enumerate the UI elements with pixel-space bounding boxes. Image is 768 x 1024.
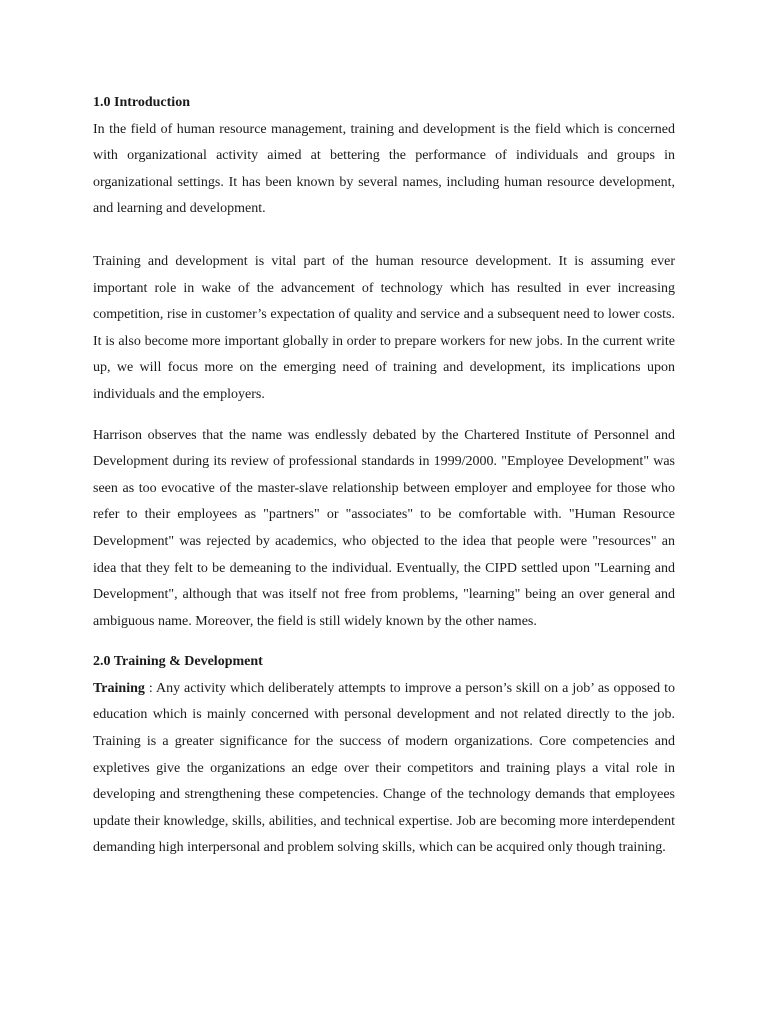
training-paragraph bbox=[93, 676, 675, 862]
training-definition: : Any activity which deliberately attempts to improve a person’s skill on a job’ as opposed to education which is mainly concerned with personal development and not related directly to the job. Training is a greater significance for the success of modern organizations. Core competencies and expletives give the organizations an edge over their competitors and training plays a vital role in developing and strengthening these competencies. Change of the technology demands that employees update their knowledge, skills, abilities, and technical expertise. Job are becoming more interdependent demanding high interpersonal and problem solving skills, which can be acquired only though training. bbox=[93, 680, 675, 856]
section-heading-training-development: 2.0 Training & Development bbox=[93, 654, 263, 670]
intro-paragraph-1: In the field of human resource management, training and development is the field which is concerned with organizational activity aimed at bettering the performance of individuals and groups in organizational settings. It has been known by several names, including human resource development, and learning and development. bbox=[93, 121, 675, 217]
intro-paragraph-2: Training and development is vital part of the human resource development. It is assuming ever important role in wake of the advancement of technology which has resulted in ever increasing competition, rise in customer’s expectation of quality and service and a subsequent need to lower costs. It is also become more important globally in order to prepare workers for new jobs. In the current write up, we will focus more on the emerging need of training and development, its implications upon individuals and the employers. bbox=[93, 253, 675, 402]
section-heading-introduction: 1.0 Introduction bbox=[93, 95, 190, 110]
document-page bbox=[93, 90, 675, 862]
training-term: Training bbox=[93, 680, 145, 696]
intro-paragraph-3: Harrison observes that the name was endlessly debated by the Chartered Institute of Personnel and Development during its review of professional standards in 1999/2000. "Employee Development" was seen as too evocative of the master-slave relationship between employer and employee for those who refer to their employees as "partners" or "associates" to be comfortable with. "Human Resource Development" was rejected by academics, who objected to the idea that people were "resources" an idea that they felt to be demeaning to the individual. Eventually, the CIPD settled upon "Learning and Development", although that was itself not free from problems, "learning" being an over general and ambiguous name. Moreover, the field is still widely known by the other names. bbox=[93, 427, 675, 629]
